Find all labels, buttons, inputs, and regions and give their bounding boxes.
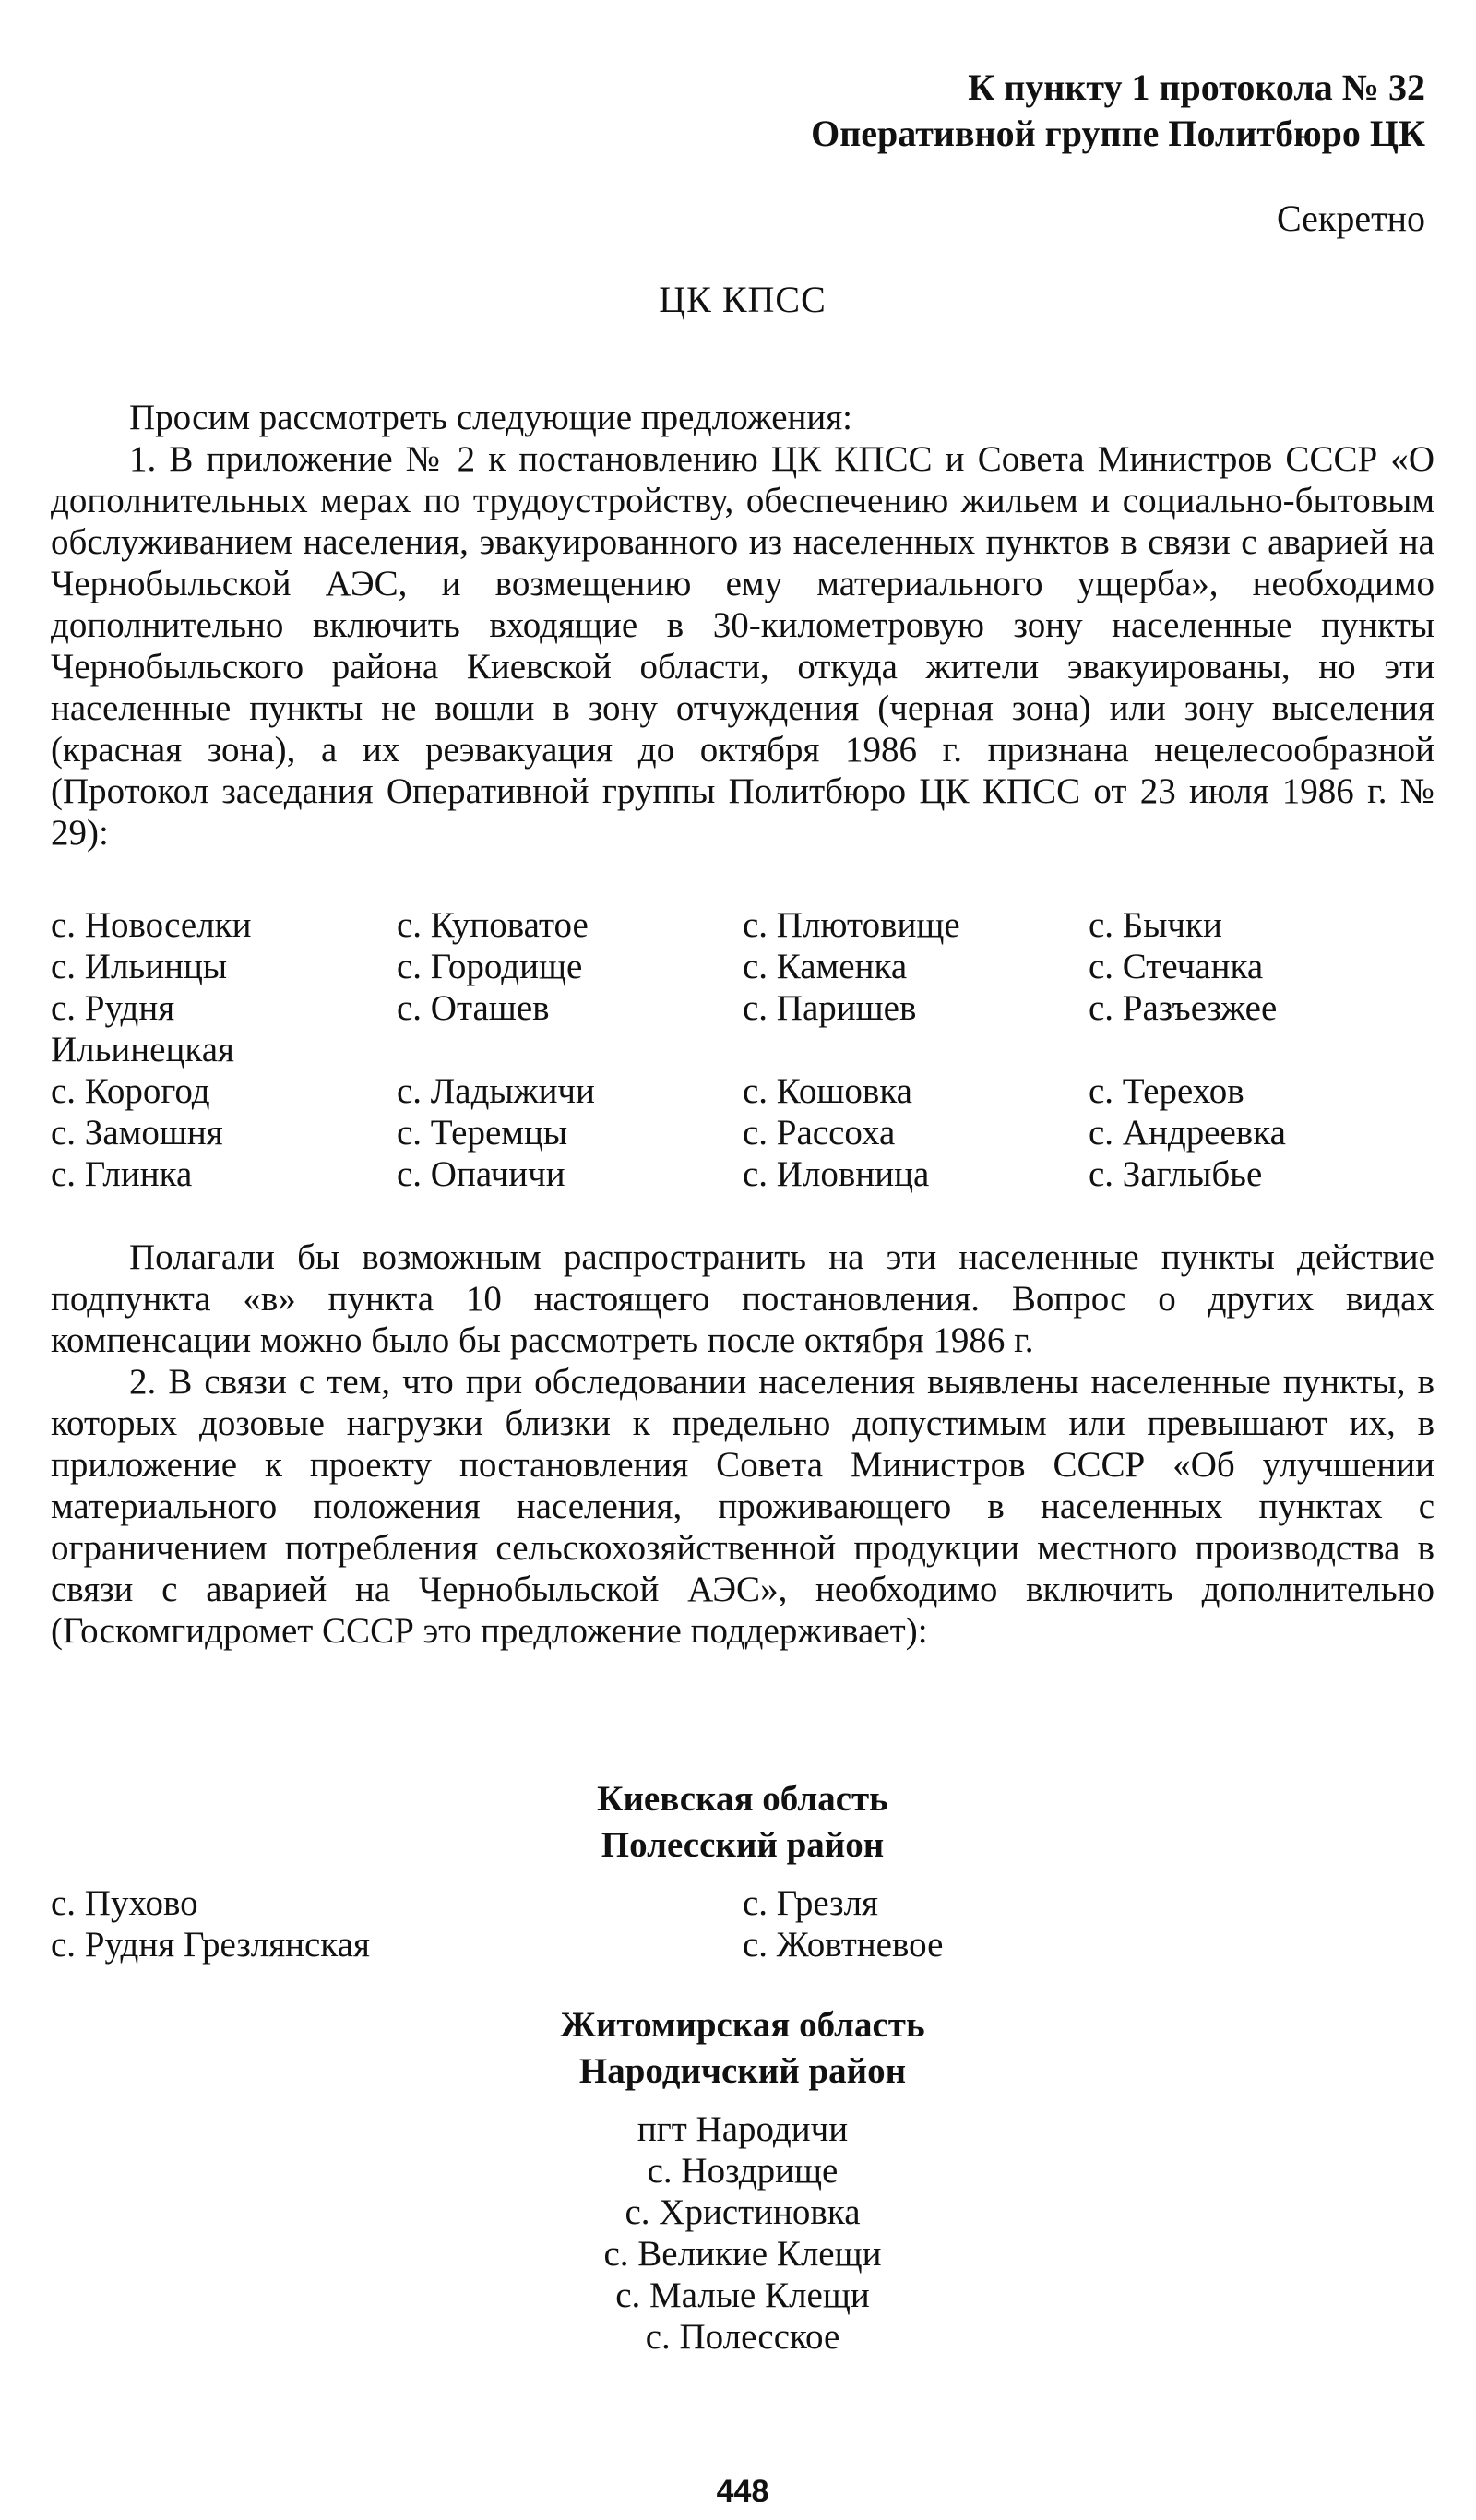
village-cell: с. Бычки bbox=[1089, 905, 1222, 945]
header-reference bbox=[811, 65, 1425, 157]
villages-row bbox=[51, 1112, 1434, 1153]
village-cell: с. Андреевка bbox=[1089, 1113, 1286, 1153]
kiev-villages-list bbox=[51, 1882, 1434, 1965]
second-text-block bbox=[51, 1236, 1434, 1652]
zhytomyr-region-title: Житомирская область bbox=[560, 2005, 925, 2045]
zhytomyr-district-title: Народичский район bbox=[578, 2051, 907, 2091]
village-cell: с. Кошовка bbox=[743, 1071, 912, 1111]
village-cell: с. Глинка bbox=[51, 1154, 193, 1194]
village-cell: с. Стечанка bbox=[1089, 947, 1264, 986]
village-cell: с. Ладыжичи bbox=[397, 1071, 595, 1111]
intro-paragraph: Просим рассмотреть следующие предложения: bbox=[129, 398, 853, 437]
zhytomyr-village: с. Малые Клещи bbox=[615, 2275, 870, 2315]
kiev-villages-row bbox=[51, 1882, 1434, 1924]
village-cell-text: с. Рудня Ильинецкая bbox=[51, 988, 234, 1069]
village-cell: с. Корогод bbox=[51, 1071, 210, 1111]
villages-row bbox=[51, 1153, 1434, 1195]
villages-row bbox=[51, 946, 1434, 987]
kiev-villages-row bbox=[51, 1924, 1434, 1965]
header-protocol-line: К пункту 1 протокола № 32 bbox=[968, 66, 1425, 108]
village-cell: с. Терехов bbox=[1089, 1071, 1244, 1111]
kiev-village: с. Пухово bbox=[51, 1883, 198, 1923]
village-cell: с. Заглыбье bbox=[1089, 1154, 1263, 1194]
point-2-paragraph: 2. В связи с тем, что при обследовании населения выявлены населенные пункты, в которых дозовые нагрузки близки к предельно допустимым или превышают их, в приложение к проекту постановления Совета Министров СССР «Об улучшении материального положения населения, проживающего в населенных пунктах с ограничением потребления сельскохозяйственной продукции местного производства в связи с аварией на Чернобыльской АЭС», необходимо включить дополнительно (Госкомгидромет СССР это предложение поддерживает): bbox=[51, 1362, 1434, 1651]
main-text-block bbox=[51, 397, 1434, 854]
village-cell: с. Оташев bbox=[397, 988, 550, 1028]
page-number: 448 bbox=[716, 2474, 769, 2509]
point-1-paragraph: 1. В приложение № 2 к постановлению ЦК КПСС и Совета Министров СССР «О дополнительных мерах по трудоустройству, обеспечению жильем и социально-бытовым обслуживанием населения, эвакуированного из населенных пунктов в связи с аварией на Чернобыльской АЭС, и возмещению ему материального ущерба», необходимо дополнительно включить входящие в 30-километровую зону населенные пункты Чернобыльского района Киевской области, откуда жители эвакуированы, но эти населенные пункты не вошли в зону отчуждения (черная зона) или зону выселения (красная зона), а их реэвакуация до октября 1986 г. признана нецелесообразной (Протокол заседания Оперативной группы Политбюро ЦК КПСС от 23 июля 1986 г. № 29): bbox=[51, 439, 1434, 853]
zhytomyr-villages-list bbox=[51, 2108, 1434, 2358]
header-group-line: Оперативной группе Политбюро ЦК bbox=[811, 113, 1425, 154]
compensation-paragraph: Полагали бы возможным распространить на эти населенные пункты действие подпункта «в» пункта 10 настоящего постановления. Вопрос о других видах компенсации можно было бы рассмотреть после октября 1986 г. bbox=[51, 1237, 1434, 1360]
kiev-village: с. Грезля bbox=[743, 1883, 878, 1923]
zhytomyr-village: с. Христиновка bbox=[625, 2192, 861, 2232]
kiev-district-title: Полесский район bbox=[601, 1825, 885, 1865]
village-cell: с. Теремцы bbox=[397, 1113, 568, 1153]
zhytomyr-section-heading bbox=[51, 2002, 1434, 2095]
zhytomyr-village: с. Полесское bbox=[645, 2317, 840, 2357]
village-cell: с. Городище bbox=[397, 947, 583, 986]
village-cell: с. Каменка bbox=[743, 947, 908, 986]
kiev-village: с. Рудня Грезлянская bbox=[51, 1925, 370, 1965]
kiev-region-title: Киевская область bbox=[597, 1779, 888, 1819]
villages-row bbox=[51, 987, 1434, 1070]
secrecy-stamp: Секретно bbox=[1277, 197, 1425, 239]
zhytomyr-village: пгт Народичи bbox=[637, 2109, 849, 2149]
village-cell: с. Иловница bbox=[743, 1154, 930, 1194]
zhytomyr-village: с. Ноздрище bbox=[647, 2151, 839, 2191]
document-page bbox=[51, 0, 1434, 2520]
village-cell: с. Разъезжее bbox=[1089, 988, 1278, 1028]
village-cell: с. Опачичи bbox=[397, 1154, 565, 1194]
villages-row bbox=[51, 904, 1434, 946]
village-cell: с. Паришев bbox=[743, 988, 917, 1028]
kiev-village: с. Жовтневое bbox=[743, 1925, 944, 1965]
village-cell: с. Замошня bbox=[51, 1113, 223, 1153]
addressee-heading: ЦК КПСС bbox=[659, 279, 827, 320]
villages-table bbox=[51, 904, 1434, 1195]
village-cell: с. Новоселки bbox=[51, 905, 252, 945]
village-cell: с. Куповатое bbox=[397, 905, 589, 945]
villages-row bbox=[51, 1070, 1434, 1112]
village-cell: с. Ильинцы bbox=[51, 947, 228, 986]
village-cell: с. Плютовище bbox=[743, 905, 960, 945]
village-cell: с. Рассоха bbox=[743, 1113, 896, 1153]
village-cell bbox=[51, 987, 397, 1070]
kiev-section-heading bbox=[51, 1776, 1434, 1869]
zhytomyr-village: с. Великие Клещи bbox=[603, 2234, 882, 2274]
